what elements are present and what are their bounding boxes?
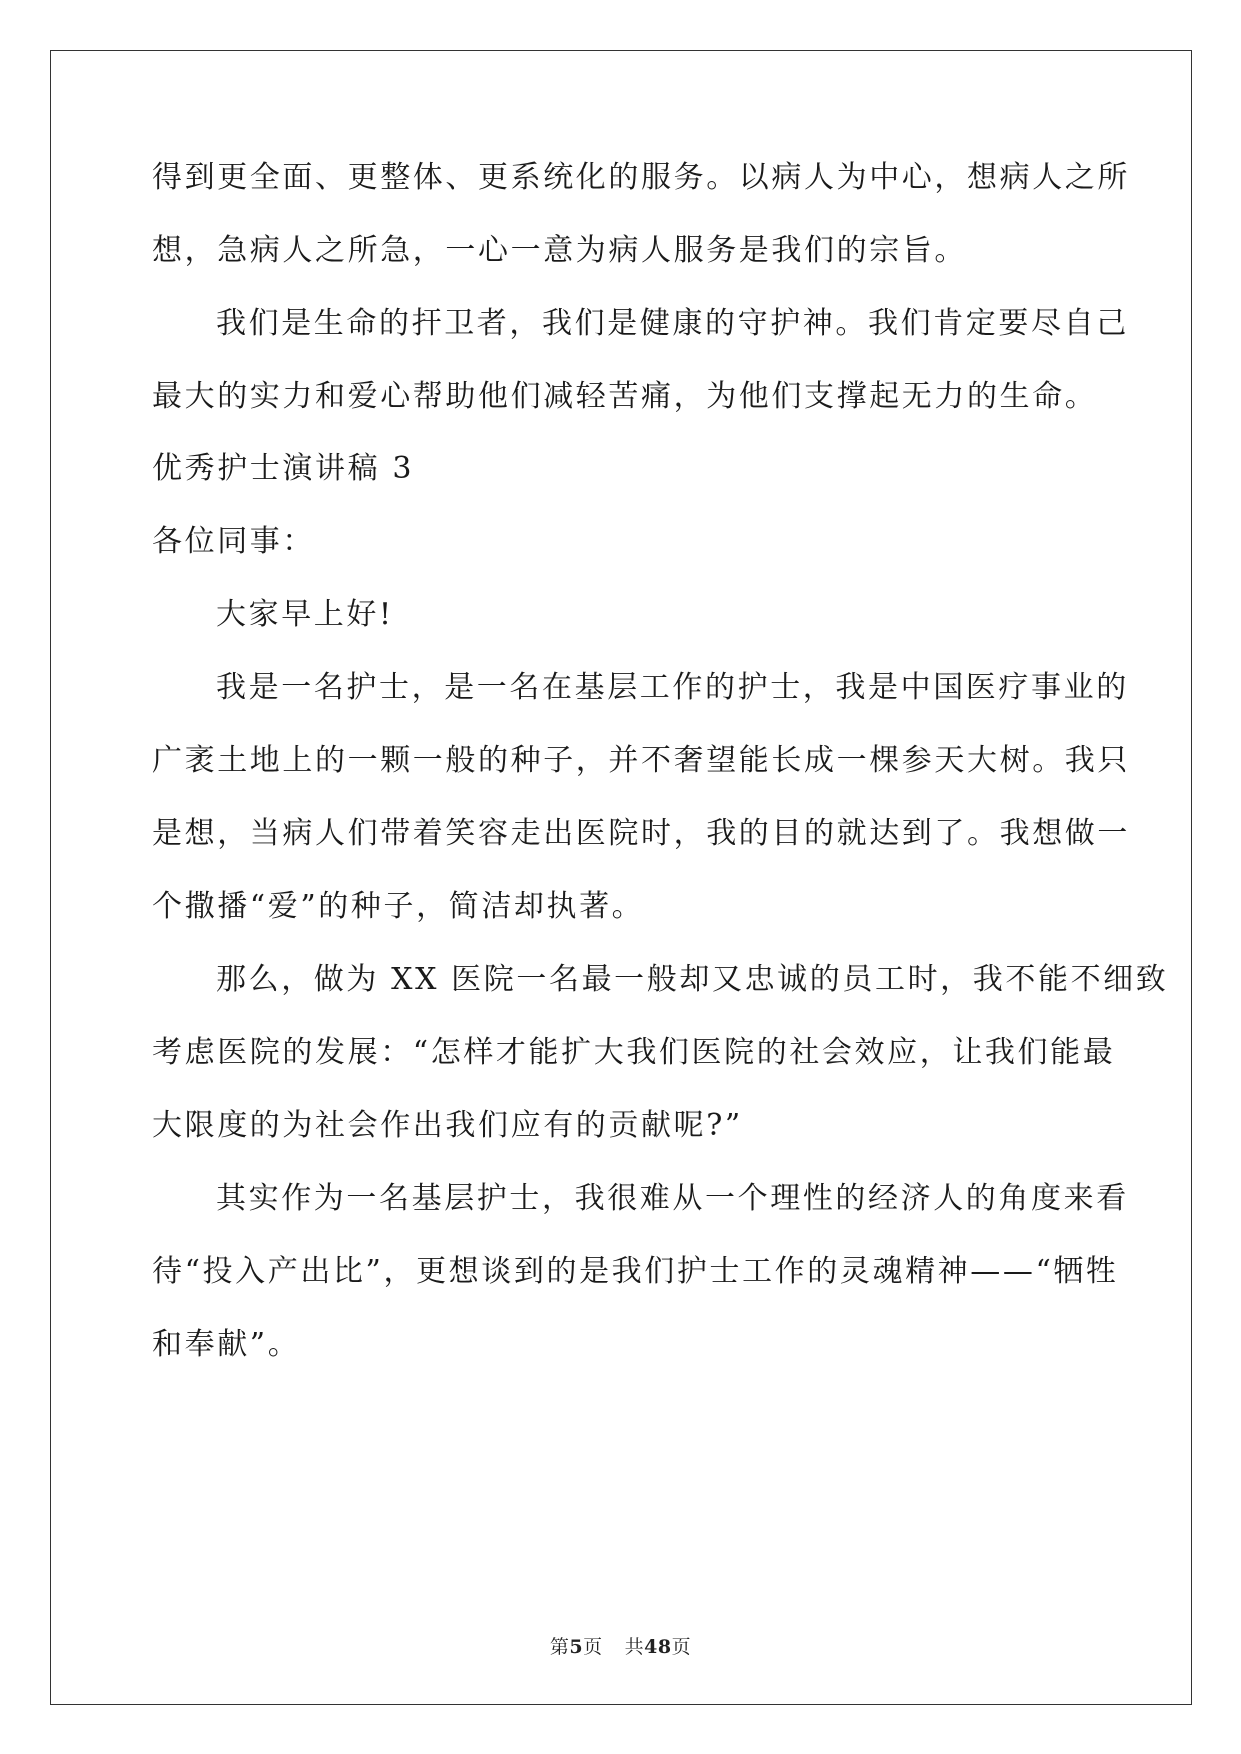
paragraph-line: 想，急病人之所急，一心一意为病人服务是我们的宗旨。	[152, 233, 967, 268]
paragraph-line: 其实作为一名基层护士，我很难从一个理性的经济人的角度来看	[216, 1181, 1129, 1216]
page-number: 5	[569, 1636, 584, 1658]
paragraph-line: 得到更全面、更整体、更系统化的服务。以病人为中心，想病人之所	[152, 160, 1130, 195]
greeting: 大家早上好!	[216, 597, 394, 632]
paragraph-line: 我们是生命的扞卫者，我们是健康的守护神。我们肯定要尽自己	[216, 306, 1129, 341]
salutation: 各位同事：	[152, 524, 315, 559]
paragraph-line: 个撒播“爱”的种子，简洁却执著。	[152, 889, 645, 924]
total-label-suffix: 页	[671, 1636, 692, 1658]
page-label-prefix: 第	[549, 1636, 570, 1658]
section-heading: 优秀护士演讲稿 3	[152, 451, 415, 486]
paragraph-line: 考虑医院的发展：“怎样才能扩大我们医院的社会效应，让我们能最	[152, 1035, 1116, 1070]
total-pages: 48	[644, 1636, 672, 1658]
total-label-prefix: 共	[624, 1636, 645, 1658]
paragraph-line: 和奉献”。	[152, 1327, 301, 1362]
page-footer	[0, 1632, 1241, 1659]
paragraph-line: 大限度的为社会作出我们应有的贡献呢?”	[152, 1108, 743, 1143]
paragraph-line: 是想，当病人们带着笑容走出医院时，我的目的就达到了。我想做一	[152, 816, 1130, 851]
paragraph-line: 那么，做为 XX 医院一名最一般却又忠诚的员工时，我不能不细致	[216, 962, 1169, 997]
paragraph-line: 待“投入产出比”，更想谈到的是我们护士工作的灵魂精神——“牺牲	[152, 1254, 1119, 1289]
page-label-suffix: 页	[583, 1636, 603, 1658]
paragraph-line: 最大的实力和爱心帮助他们减轻苦痛，为他们支撑起无力的生命。	[152, 379, 1098, 414]
page-border	[50, 50, 1192, 1705]
paragraph-line: 广袤土地上的一颗一般的种子，并不奢望能长成一棵参天大树。我只	[152, 743, 1130, 778]
paragraph-line: 我是一名护士，是一名在基层工作的护士，我是中国医疗事业的	[216, 670, 1129, 705]
